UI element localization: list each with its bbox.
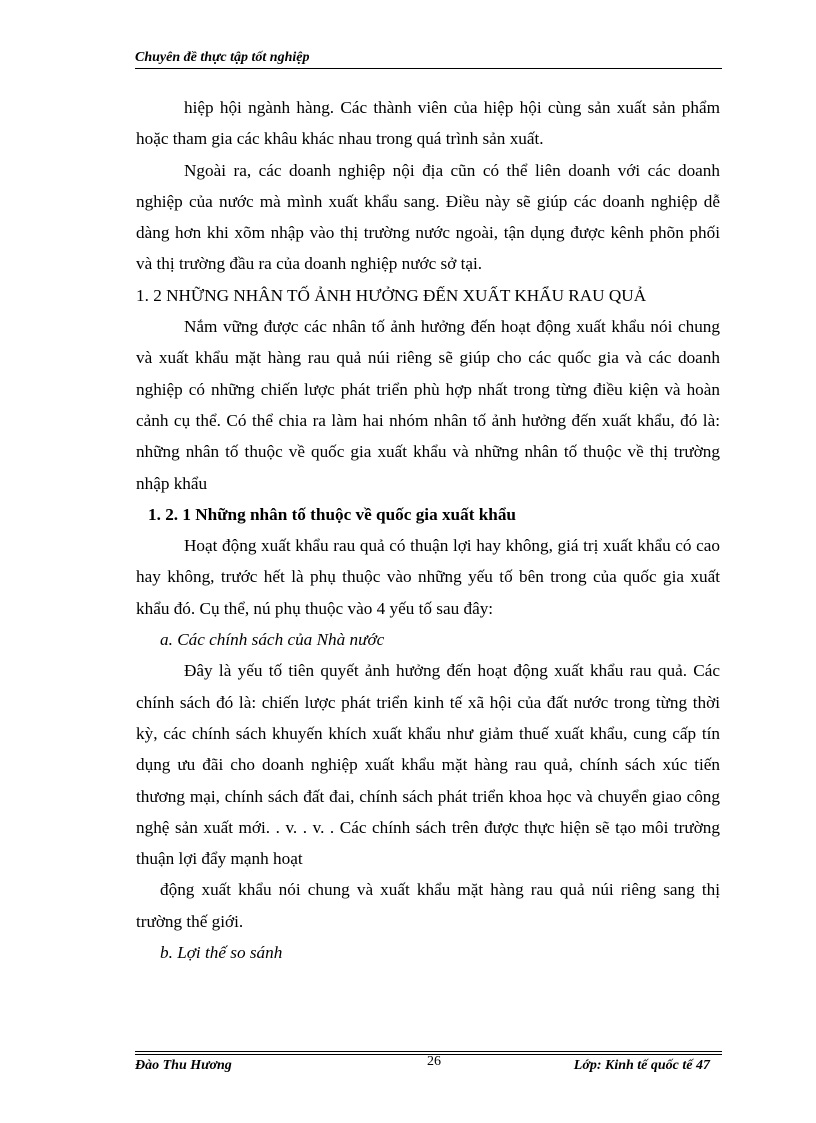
document-body [136, 92, 720, 968]
paragraph: Hoạt động xuất khẩu rau quả có thuận lợi hay không, giá trị xuất khẩu có cao hay không, trước hết là phụ thuộc vào những yếu tố bên trong của quốc gia xuất khẩu đó. Cụ thể, nú phụ thuộc vào 4 yếu tố sau đây: [136, 536, 720, 618]
paragraph: Ngoài ra, các doanh nghiệp nội địa cũn có thể liên doanh với các doanh nghiệp của nước mà mình xuất khẩu sang. Điều này sẽ giúp các doanh nghiệp dễ dàng hơn khi xõm nhập vào thị trường nước ngoài, tận dụng được kênh phõn phối và thị trường đầu ra của doanh nghiệp nước sở tại. [136, 160, 720, 274]
footer-divider [135, 1051, 722, 1052]
footer-class-label: Lớp: Kinh tế quốc tế 47 [573, 1058, 710, 1073]
item-heading: b. Lợi thế so sánh [160, 943, 283, 963]
page-number: 26 [427, 1054, 441, 1069]
footer-author: Đào Thu Hương [135, 1058, 232, 1073]
header-divider [135, 68, 722, 69]
paragraph: động xuất khẩu nói chung và xuất khẩu mặt hàng rau quả núi riêng sang thị trường thế giới. [136, 880, 720, 931]
paragraph: Nắm vững được các nhân tố ảnh hưởng đến hoạt động xuất khẩu nói chung và xuất khẩu mặt hàng rau quả núi riêng sẽ giúp cho các quốc gia và các doanh nghiệp có những chiến lược phát triển phù hợp nhất trong từng điều kiện và hoàn cảnh cụ thể. Có thể chia ra làm hai nhóm nhân tố ảnh hưởng đến xuất khẩu, đó là: những nhân tố thuộc về quốc gia xuất khẩu và những nhân tố thuộc về thị trường nhập khẩu [136, 317, 720, 493]
header-title: Chuyên đề thực tập tốt nghiệp [135, 50, 310, 65]
sub-heading: 1. 2. 1 Những nhân tố thuộc về quốc gia xuất khẩu [148, 504, 516, 524]
paragraph: hiệp hội ngành hàng. Các thành viên của hiệp hội cùng sản xuất sản phẩm hoặc tham gia các khâu khác nhau trong quá trình sản xuất. [136, 98, 720, 149]
section-heading: 1. 2 NHỮNG NHÂN TỐ ẢNH HƯỞNG ĐẾN XUẤT KHẨU RAU QUẢ [136, 285, 647, 305]
paragraph: Đây là yếu tố tiên quyết ảnh hưởng đến hoạt động xuất khẩu rau quả. Các chính sách đó là: chiến lược phát triển kinh tế xã hội của đất nước trong từng thời kỳ, các chính sách khuyến khích xuất khẩu như giảm thuế xuất khẩu, cung cấp tín dụng ưu đãi cho doanh nghiệp xuất khẩu mặt hàng rau quả, chính sách xúc tiến thương mại, chính sách đất đai, chính sách phát triển khoa học và chuyển giao công nghệ sản xuất mới. . v. . v. . Các chính sách trên được thực hiện sẽ tạo môi trường thuận lợi đẩy mạnh hoạt [136, 661, 720, 869]
item-heading: a. Các chính sách của Nhà nước [160, 630, 385, 650]
